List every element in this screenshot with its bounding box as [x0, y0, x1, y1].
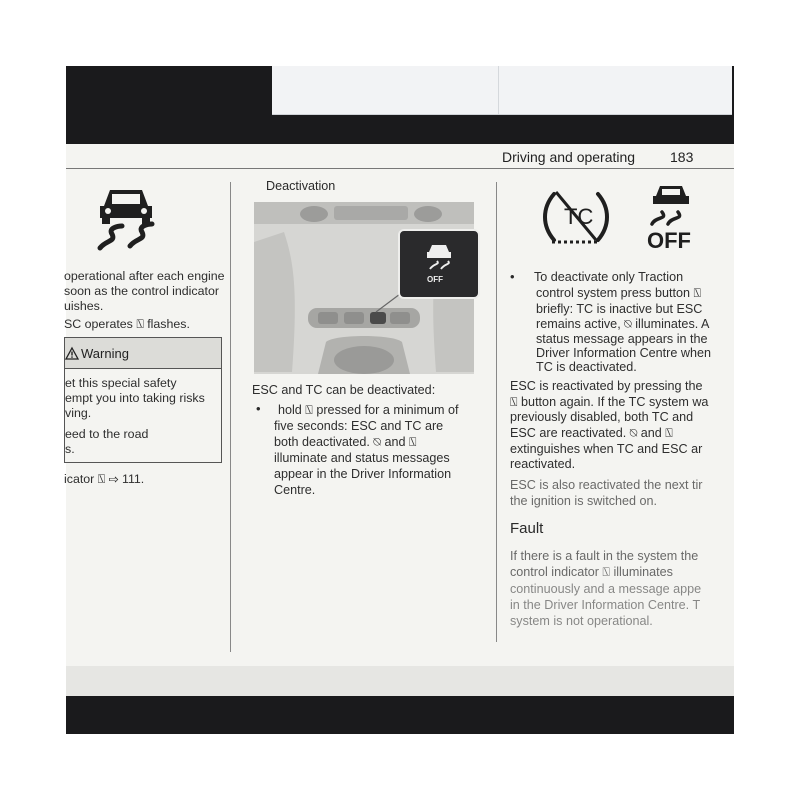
warning-text-line: empt you into taking risks	[65, 391, 205, 405]
left-text-line: uishes.	[64, 299, 104, 313]
middle-bullet-line: Centre.	[274, 483, 316, 497]
top-paper-fold	[498, 66, 499, 114]
tc-off-icon	[540, 186, 612, 248]
right-bullet-line: TC is deactivated.	[536, 360, 637, 374]
page-number: 183	[670, 149, 694, 165]
right-para-line: ESC is reactivated by pressing the	[510, 379, 703, 393]
fault-line: If there is a fault in the system the	[510, 549, 699, 563]
esc-off-icon	[646, 184, 698, 252]
fault-heading: Fault	[510, 520, 544, 537]
warning-triangle-icon	[65, 347, 79, 360]
right-para-line: ESC are reactivated. ⍉ and ⍂	[510, 426, 673, 440]
right-para-line: the ignition is switched on.	[510, 494, 658, 508]
tc-icon-text: TC	[564, 204, 594, 229]
warning-header	[65, 338, 221, 369]
left-text-line: soon as the control indicator	[64, 284, 219, 298]
warning-title: Warning	[81, 346, 129, 361]
warning-text-line: s.	[65, 442, 75, 456]
right-bullet-line: Driver Information Centre when	[536, 346, 711, 360]
top-paper-sheet	[272, 66, 732, 115]
fault-line: continuously and a message appe	[510, 582, 702, 596]
warning-box	[64, 337, 222, 463]
right-bullet-line: status message appears in the	[536, 332, 708, 346]
fault-line: in the Driver Information Centre. T	[510, 598, 701, 612]
middle-bullet-line: five seconds: ESC and TC are	[274, 419, 444, 433]
bullet-dot: •	[510, 269, 515, 284]
manual-photo	[66, 66, 734, 734]
middle-bullet-line: hold ⍂ pressed for a minimum of	[278, 403, 459, 417]
right-bullet-line: To deactivate only Traction	[534, 270, 684, 284]
right-bullet-line: control system press button ⍂	[536, 286, 702, 300]
deactivation-intro: ESC and TC can be deactivated:	[252, 383, 436, 397]
car-skid-off-icon	[424, 243, 454, 271]
right-para-line: ESC is also reactivated the next tir	[510, 478, 703, 492]
right-bullet-line: briefly: TC is inactive but ESC	[536, 302, 703, 316]
warning-text-line: eed to the road	[65, 427, 149, 441]
inset-off-label: OFF	[427, 275, 443, 284]
column-divider-left	[230, 182, 231, 652]
right-para-line: reactivated.	[510, 457, 576, 471]
right-para-line: previously disabled, both TC and	[510, 410, 694, 424]
skidding-car-icon	[90, 184, 162, 252]
right-para-line: extinguishes when TC and ESC ar	[510, 442, 703, 456]
right-bullet-line: remains active, ⍉ illuminates. A	[536, 317, 710, 331]
page-header-title: Driving and operating	[502, 149, 636, 165]
warning-text-line: et this special safety	[65, 376, 177, 390]
fault-line: system is not operational.	[510, 614, 653, 628]
header-rule	[66, 168, 734, 169]
off-icon-text: OFF	[647, 228, 691, 253]
esc-off-button-inset	[398, 229, 480, 299]
right-para-line: ⍂ button again. If the TC system wa	[510, 395, 709, 409]
middle-bullet-line: appear in the Driver Information	[274, 467, 452, 481]
warning-text-line: ving.	[65, 406, 92, 420]
left-text-line: SC operates ⍂ flashes.	[64, 317, 190, 331]
left-text-line: operational after each engine	[64, 269, 225, 283]
middle-bullet-line: both deactivated. ⍉ and ⍂	[274, 435, 417, 449]
fault-line: control indicator ⍂ illuminates	[510, 565, 673, 579]
left-reference-line: icator ⍂ ⇨ 111.	[64, 472, 145, 486]
section-heading: Deactivation	[266, 179, 336, 193]
bullet-dot: •	[256, 401, 261, 416]
page-lower-edge	[66, 666, 734, 696]
middle-bullet-line: illuminate and status messages	[274, 451, 450, 465]
column-divider-right	[496, 182, 497, 642]
